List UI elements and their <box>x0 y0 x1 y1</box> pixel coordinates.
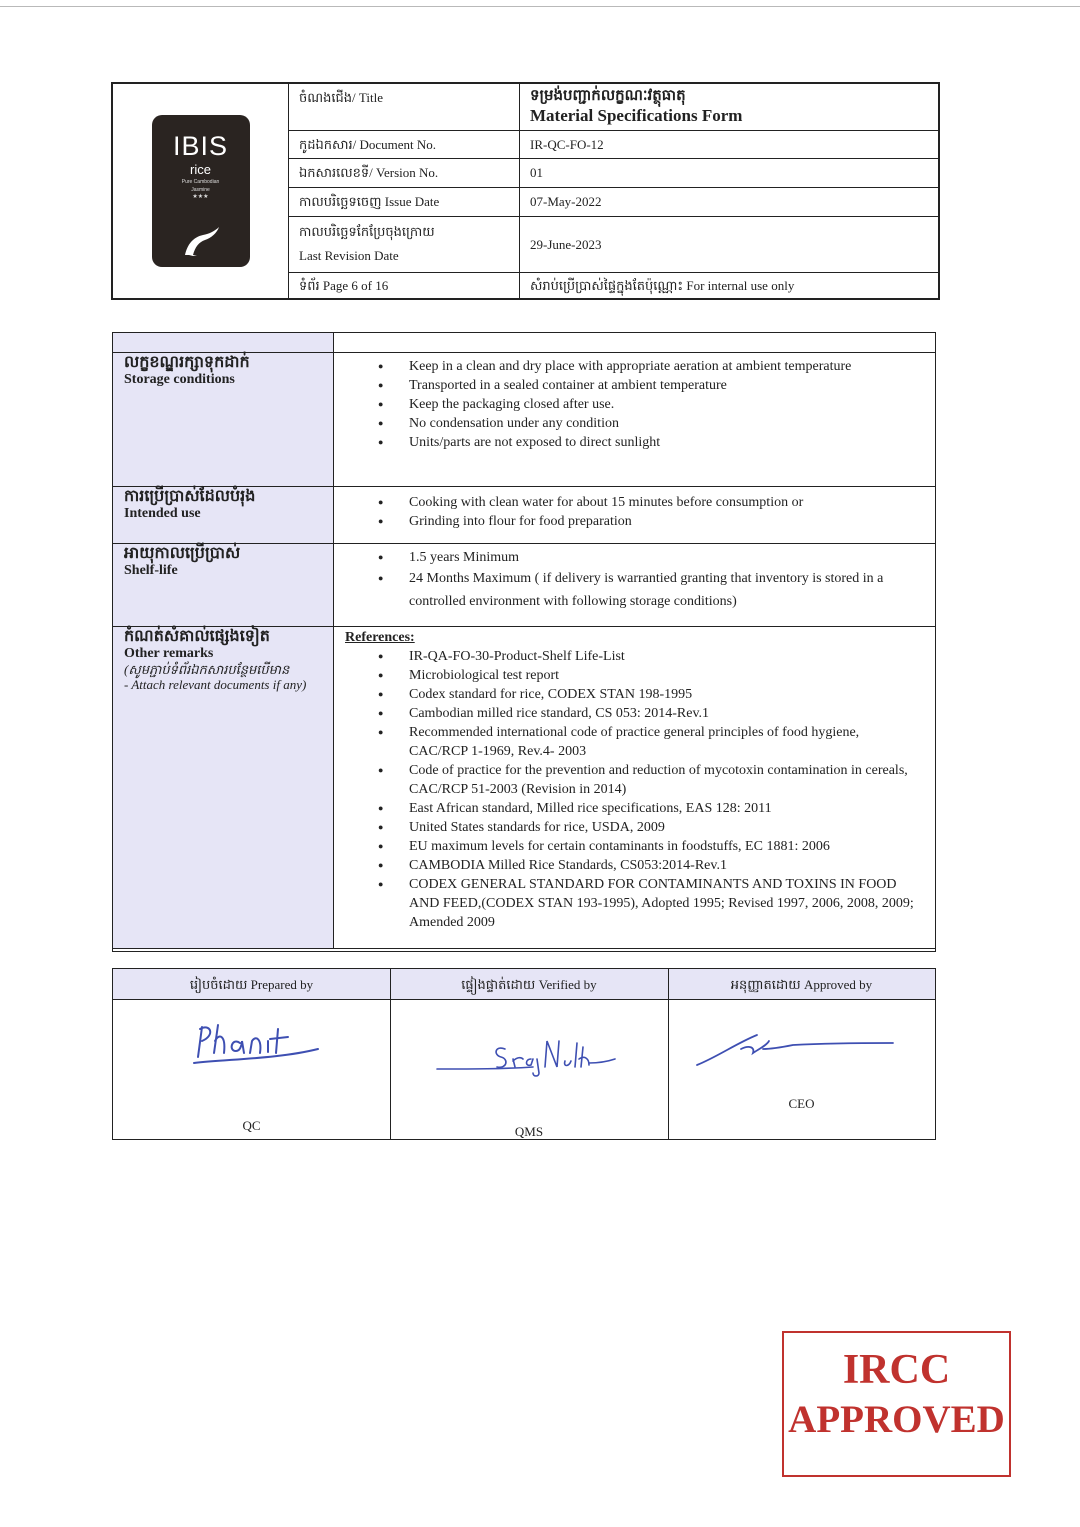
logo-stars: ★★★ <box>192 194 209 200</box>
row-storage-conditions <box>113 353 935 487</box>
logo-cell <box>113 84 289 298</box>
logo-tagline-1: Pure Cambodian <box>181 179 220 185</box>
storage-list <box>344 357 935 452</box>
row-intended-use <box>113 487 935 544</box>
header-row-version <box>289 159 940 188</box>
revision-label-km: កាលបរិច្ឆេទកែប្រែចុងក្រោយ <box>299 224 435 239</box>
header-row-docno <box>289 131 940 159</box>
remarks-label-en: Other remarks <box>124 646 214 661</box>
list-item: ● Keep in a clean and dry place with appropriate aeration at ambient temperature <box>344 357 935 376</box>
form-title-en: Material Specifications Form <box>530 106 743 125</box>
verified-label-en: Verified by <box>538 977 597 992</box>
ibis-rice-logo <box>152 115 250 267</box>
prepared-by-header <box>113 969 390 1000</box>
list-item: ● CODEX GENERAL STANDARD FOR CONTAMINANTS AND TOXINS IN FOOD AND FEED,(CODEX STAN 193-1995), Adopted 1995; Revised 1997, 2006, 2008, 2009; Amended 2009 <box>344 875 935 932</box>
intended-list <box>344 493 935 531</box>
list-item: ● CAMBODIA Milled Rice Standards, CS053:2014-Rev.1 <box>344 856 935 875</box>
revision-label-en: Last Revision Date <box>299 248 399 263</box>
page-label-km: ទំព័រ <box>299 278 320 293</box>
approved-label-km: អនុញ្ញាតដោយ <box>730 977 801 992</box>
remarks-label-km: កំណត់សំគាល់ផ្សេងទៀត <box>124 628 270 645</box>
scan-edge-line <box>0 6 1080 7</box>
storage-label-km: លក្ខខណ្ឌរក្សាទុកដាក់ <box>124 354 250 371</box>
row-shelf-life <box>113 544 935 627</box>
title-label-km: ចំណងជើង <box>299 90 353 105</box>
page-number: Page 6 of 16 <box>322 278 389 293</box>
header-row-issue-date <box>289 188 940 217</box>
shelf-label-en: Shelf-life <box>124 563 178 578</box>
logo-tagline-2: Jasmine <box>191 187 210 193</box>
signature-table <box>112 968 936 1140</box>
version-number: 01 <box>530 165 543 180</box>
verified-label-km: ផ្ទៀងផ្ទាត់ដោយ <box>461 977 536 992</box>
version-label-km: ឯកសារលេខទី <box>299 165 370 180</box>
title-label-en: / Title <box>352 90 383 105</box>
list-item: ● Code of practice for the prevention and reduction of mycotoxin contamination in cereals, CAC/RCP 51-2003 (Revision in 2014) <box>344 761 935 799</box>
issue-label-en: Issue Date <box>384 194 440 209</box>
list-item: ● Units/parts are not exposed to direct sunlight <box>344 433 935 452</box>
list-item: ● 24 Months Maximum ( if delivery is warrantied granting that inventory is stored in a controlled environment with following storage conditions) <box>344 567 935 613</box>
ceo-signature <box>693 1027 898 1073</box>
row-other-remarks <box>113 627 935 949</box>
internal-use-en: For internal use only <box>686 278 795 293</box>
shelf-label-km: អាយុកាលប្រើប្រាស់ <box>124 545 241 562</box>
verified-by-header <box>390 969 668 1000</box>
list-item: ● No condensation under any condition <box>344 414 935 433</box>
blank-header-row <box>113 333 935 353</box>
approved-label-en: Approved by <box>803 977 873 992</box>
docno-label-km: កូដឯកសារ <box>299 137 353 152</box>
list-item: ● Cambodian milled rice standard, CS 053: 2014-Rev.1 <box>344 704 935 723</box>
header-row-title <box>289 84 940 131</box>
shelf-list <box>344 548 935 613</box>
stamp-line-2: APPROVED <box>788 1398 1005 1441</box>
list-item: ● 1.5 years Minimum <box>344 548 935 567</box>
issue-label-km: កាលបរិច្ឆេទចេញ <box>299 194 382 209</box>
list-item: ● IR-QA-FO-30-Product-Shelf Life-List <box>344 647 935 666</box>
qms-signature <box>433 1033 618 1079</box>
qc-role: QC <box>242 1118 261 1133</box>
list-item: ● United States standards for rice, USDA, 2009 <box>344 818 935 837</box>
list-item: ● East African standard, Milled rice specifications, EAS 128: 2011 <box>344 799 935 818</box>
revision-date: 29-June-2023 <box>530 237 602 252</box>
column-divider <box>390 969 391 1139</box>
document-number: IR-QC-FO-12 <box>530 137 604 152</box>
list-item: ● Grinding into flour for food preparation <box>344 512 935 531</box>
intended-label-km: ការប្រើប្រាស់ដែលបំរុង <box>124 488 256 505</box>
remarks-note-km: (សូមភ្ជាប់ទំព័រឯកសារបន្ថែមបើមាន <box>124 662 290 677</box>
list-item: ● Microbiological test report <box>344 666 935 685</box>
qms-role: QMS <box>514 1124 544 1139</box>
list-item: ● Transported in a sealed container at ambient temperature <box>344 376 935 395</box>
list-item: ● EU maximum levels for certain contaminants in foodstuffs, EC 1881: 2006 <box>344 837 935 856</box>
version-label-en: / Version No. <box>369 165 439 180</box>
ceo-role: CEO <box>788 1096 815 1111</box>
specifications-table <box>112 332 936 952</box>
header-row-page <box>289 273 940 300</box>
prepared-label-km: រៀបចំដោយ <box>189 977 248 992</box>
approved-by-header <box>668 969 935 1000</box>
stamp-line-1: IRCC <box>842 1347 951 1393</box>
references-title: References: <box>345 630 415 645</box>
list-item: ● Cooking with clean water for about 15 minutes before consumption or <box>344 493 935 512</box>
logo-brand: IBIS <box>172 131 229 161</box>
remarks-note-en: - Attach relevant documents if any) <box>124 677 307 692</box>
list-item: ● Recommended international code of practice general principles of food hygiene, CAC/RCP 1-1969, Rev.4- 2003 <box>344 723 935 761</box>
list-item: ● Keep the packaging closed after use. <box>344 395 935 414</box>
form-title-km: ទម្រង់បញ្ជាក់លក្ខណៈវត្ថុធាតុ <box>530 88 686 104</box>
header-row-revision-date <box>289 217 940 273</box>
ircc-approved-stamp <box>782 1331 1011 1477</box>
intended-label-en: Intended use <box>124 506 201 521</box>
issue-date: 07-May-2022 <box>530 194 602 209</box>
column-divider <box>668 969 669 1139</box>
document-header <box>111 82 940 300</box>
prepared-label-en: Prepared by <box>250 977 314 992</box>
list-item: ● Codex standard for rice, CODEX STAN 198-1995 <box>344 685 935 704</box>
references-list <box>344 647 935 932</box>
internal-use-km: សំរាប់ប្រើប្រាស់ផ្ទៃក្នុងតែប៉ុណ្ណោះ <box>530 278 684 293</box>
docno-label-en: / Document No. <box>352 137 437 152</box>
ibis-bird-icon <box>179 225 223 257</box>
logo-sub: rice <box>190 162 211 177</box>
qc-signature <box>188 1019 328 1069</box>
storage-label-en: Storage conditions <box>124 372 235 387</box>
